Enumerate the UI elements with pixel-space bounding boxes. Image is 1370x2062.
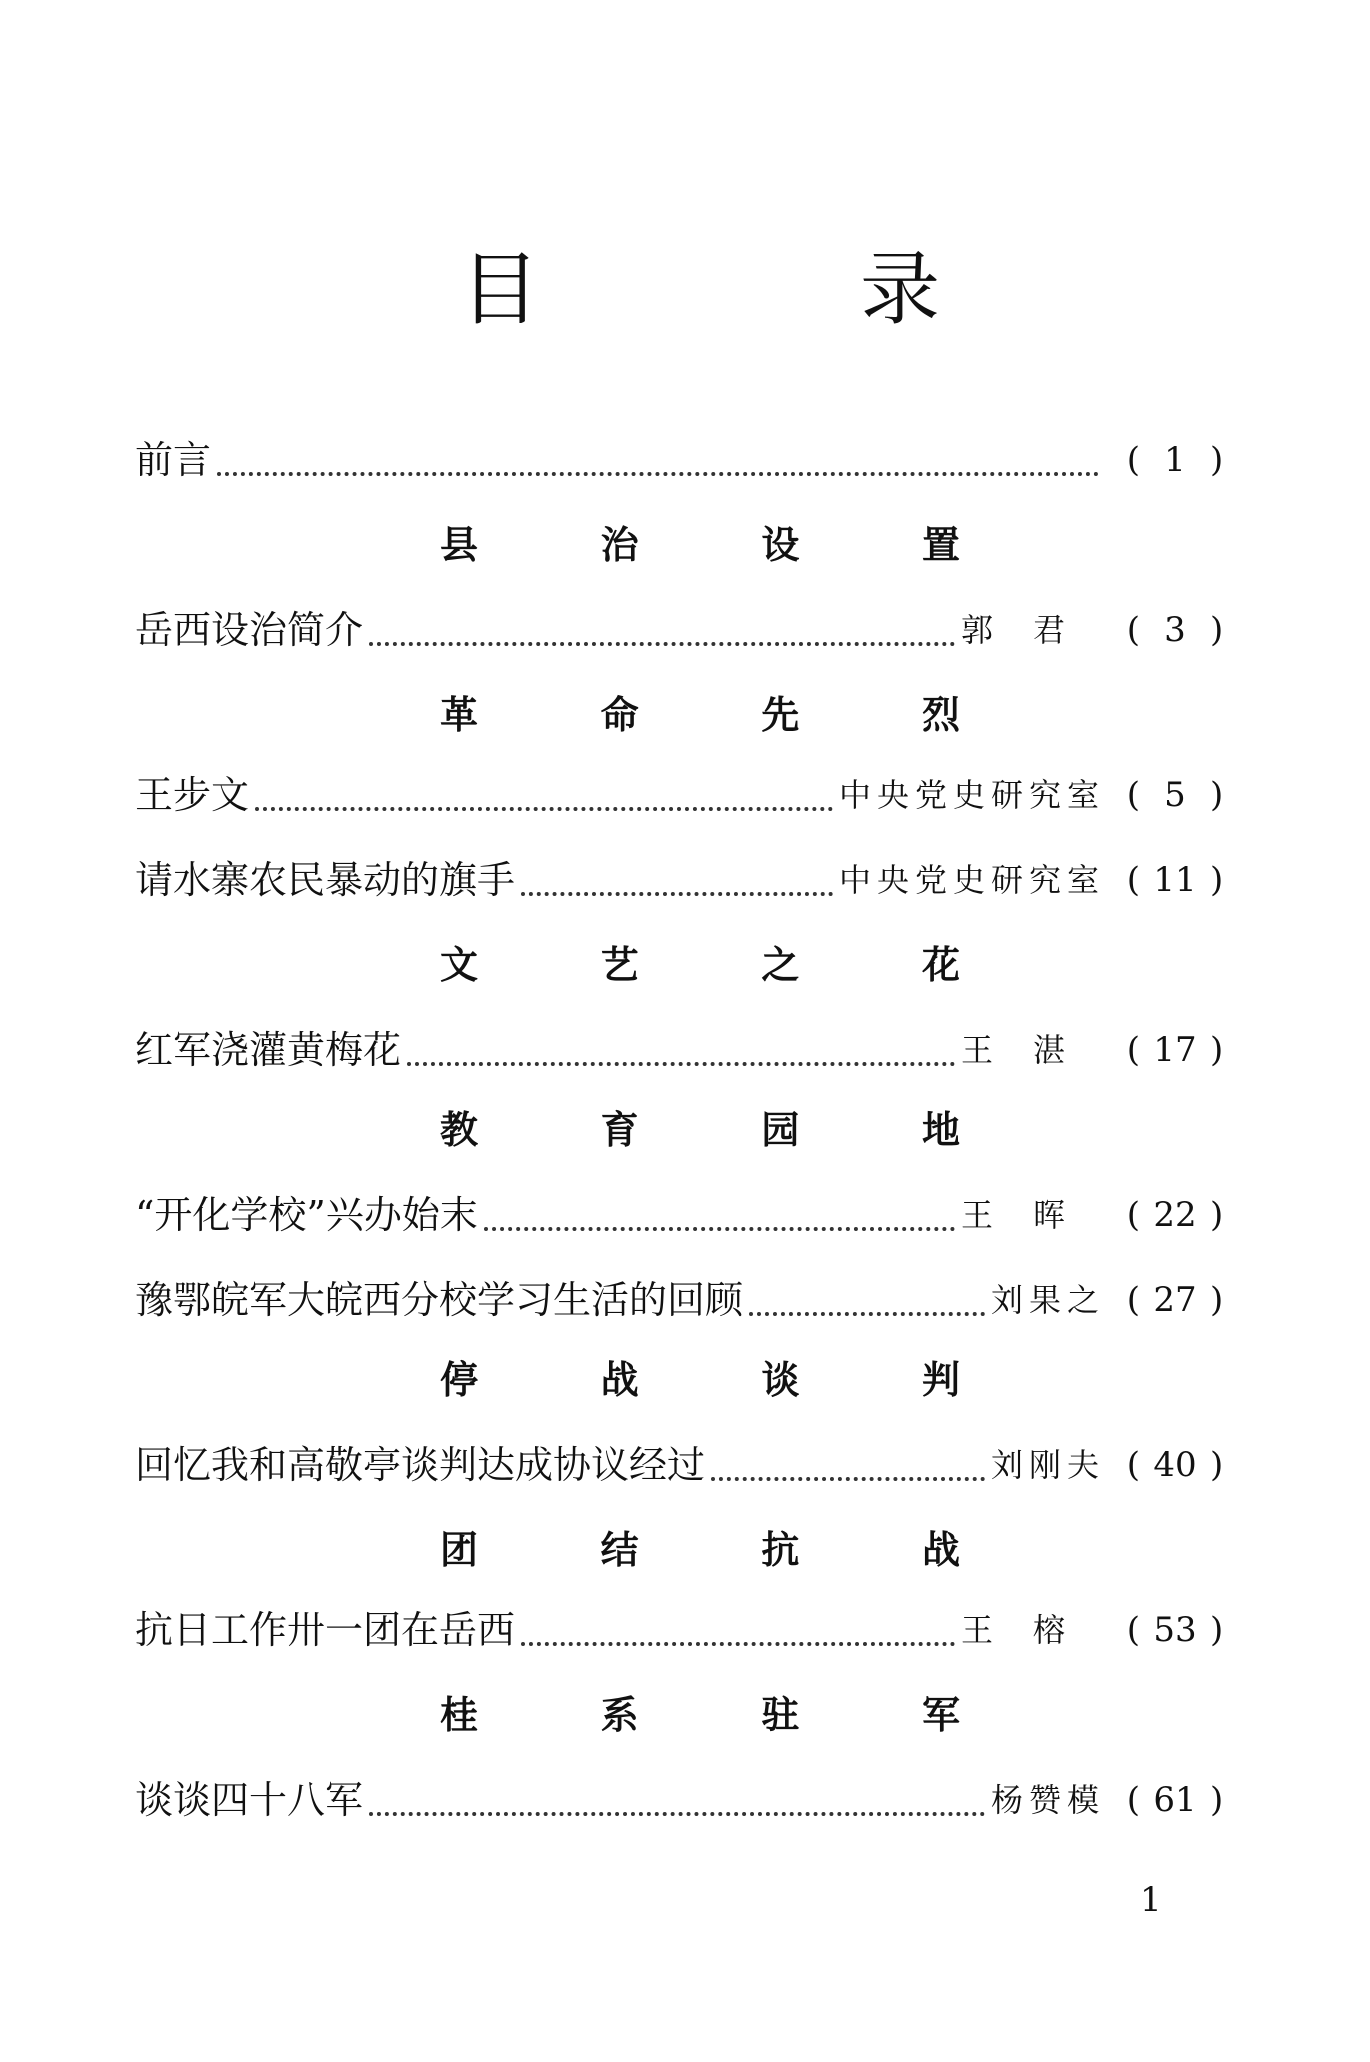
toc-entry-title: 谈谈四十八军 bbox=[135, 1778, 364, 1822]
dot-leader bbox=[369, 1812, 985, 1816]
toc-entry-page: ( 61 ) bbox=[1126, 1780, 1224, 1820]
toc-entry[interactable] bbox=[135, 1770, 1245, 1830]
toc-entry[interactable] bbox=[135, 1435, 1245, 1495]
toc-entry-title: 王步文 bbox=[135, 773, 250, 817]
dot-leader bbox=[484, 1227, 955, 1231]
toc-entry-author: 刘果之 bbox=[990, 1281, 1105, 1319]
toc-entry-page: ( 22 ) bbox=[1126, 1195, 1224, 1235]
toc-entry-page: ( 1 ) bbox=[1126, 440, 1224, 480]
section-heading: 团 结 抗 战 bbox=[440, 1527, 960, 1572]
toc-entry[interactable] bbox=[135, 765, 1245, 825]
dot-leader bbox=[255, 807, 833, 811]
section-heading: 县 治 设 置 bbox=[440, 522, 960, 567]
toc-entry-page: ( 27 ) bbox=[1126, 1280, 1224, 1320]
toc-entry-title: 岳西设治简介 bbox=[135, 608, 364, 652]
toc-entry-author: 郭君 bbox=[960, 611, 1105, 649]
page-title-char: 录 bbox=[860, 243, 940, 336]
dot-leader bbox=[407, 1062, 955, 1066]
toc-entry[interactable] bbox=[135, 1270, 1245, 1330]
toc-entry[interactable] bbox=[135, 1600, 1245, 1660]
page-title-char: 目 bbox=[460, 243, 540, 336]
section-heading: 革 命 先 烈 bbox=[440, 692, 960, 737]
toc-entry[interactable] bbox=[135, 1185, 1245, 1245]
toc-entry-title: 前言 bbox=[135, 438, 212, 482]
section-heading: 桂 系 驻 军 bbox=[440, 1692, 960, 1737]
toc-entry-author: 中央党史研究室 bbox=[838, 861, 1105, 899]
toc-entry-author: 王晖 bbox=[960, 1196, 1105, 1234]
toc-entry-author: 刘刚夫 bbox=[990, 1446, 1105, 1484]
section-heading: 教 育 园 地 bbox=[440, 1107, 960, 1152]
page-number: 1 bbox=[1140, 1880, 1162, 1920]
toc-entry[interactable] bbox=[135, 850, 1245, 910]
toc-entry-page: ( 53 ) bbox=[1126, 1610, 1224, 1650]
toc-entry-author: 王湛 bbox=[960, 1031, 1105, 1069]
toc-entry[interactable] bbox=[135, 1020, 1245, 1080]
toc-entry-title: 豫鄂皖军大皖西分校学习生活的回顾 bbox=[135, 1278, 744, 1322]
toc-entry-page: ( 17 ) bbox=[1126, 1030, 1224, 1070]
toc-entry-title: 抗日工作卅一团在岳西 bbox=[135, 1608, 516, 1652]
toc-entry-title: 回忆我和高敬亭谈判达成协议经过 bbox=[135, 1443, 706, 1487]
section-heading: 文 艺 之 花 bbox=[440, 942, 960, 987]
toc-entry-title: 请水寨农民暴动的旗手 bbox=[135, 858, 516, 902]
dot-leader bbox=[749, 1312, 985, 1316]
dot-leader bbox=[521, 1642, 955, 1646]
dot-leader bbox=[369, 642, 955, 646]
section-heading: 停 战 谈 判 bbox=[440, 1357, 960, 1402]
toc-entry-author: 王榕 bbox=[960, 1611, 1105, 1649]
dot-leader bbox=[521, 892, 833, 896]
toc-entry-author: 中央党史研究室 bbox=[838, 776, 1105, 814]
toc-entry-page: ( 5 ) bbox=[1126, 775, 1224, 815]
toc-entry[interactable] bbox=[135, 430, 1245, 490]
toc-entry-page: ( 40 ) bbox=[1126, 1445, 1224, 1485]
toc-entry-page: ( 3 ) bbox=[1126, 610, 1224, 650]
toc-entry-page: ( 11 ) bbox=[1126, 860, 1224, 900]
dot-leader bbox=[217, 472, 1099, 476]
toc-entry-title: 红军浇灌黄梅花 bbox=[135, 1028, 402, 1072]
toc-entry-title: “开化学校”兴办始末 bbox=[135, 1193, 478, 1237]
page-title bbox=[0, 235, 1370, 345]
toc-entry-author: 杨赞模 bbox=[990, 1781, 1105, 1819]
toc-entry[interactable] bbox=[135, 600, 1245, 660]
dot-leader bbox=[711, 1477, 985, 1481]
